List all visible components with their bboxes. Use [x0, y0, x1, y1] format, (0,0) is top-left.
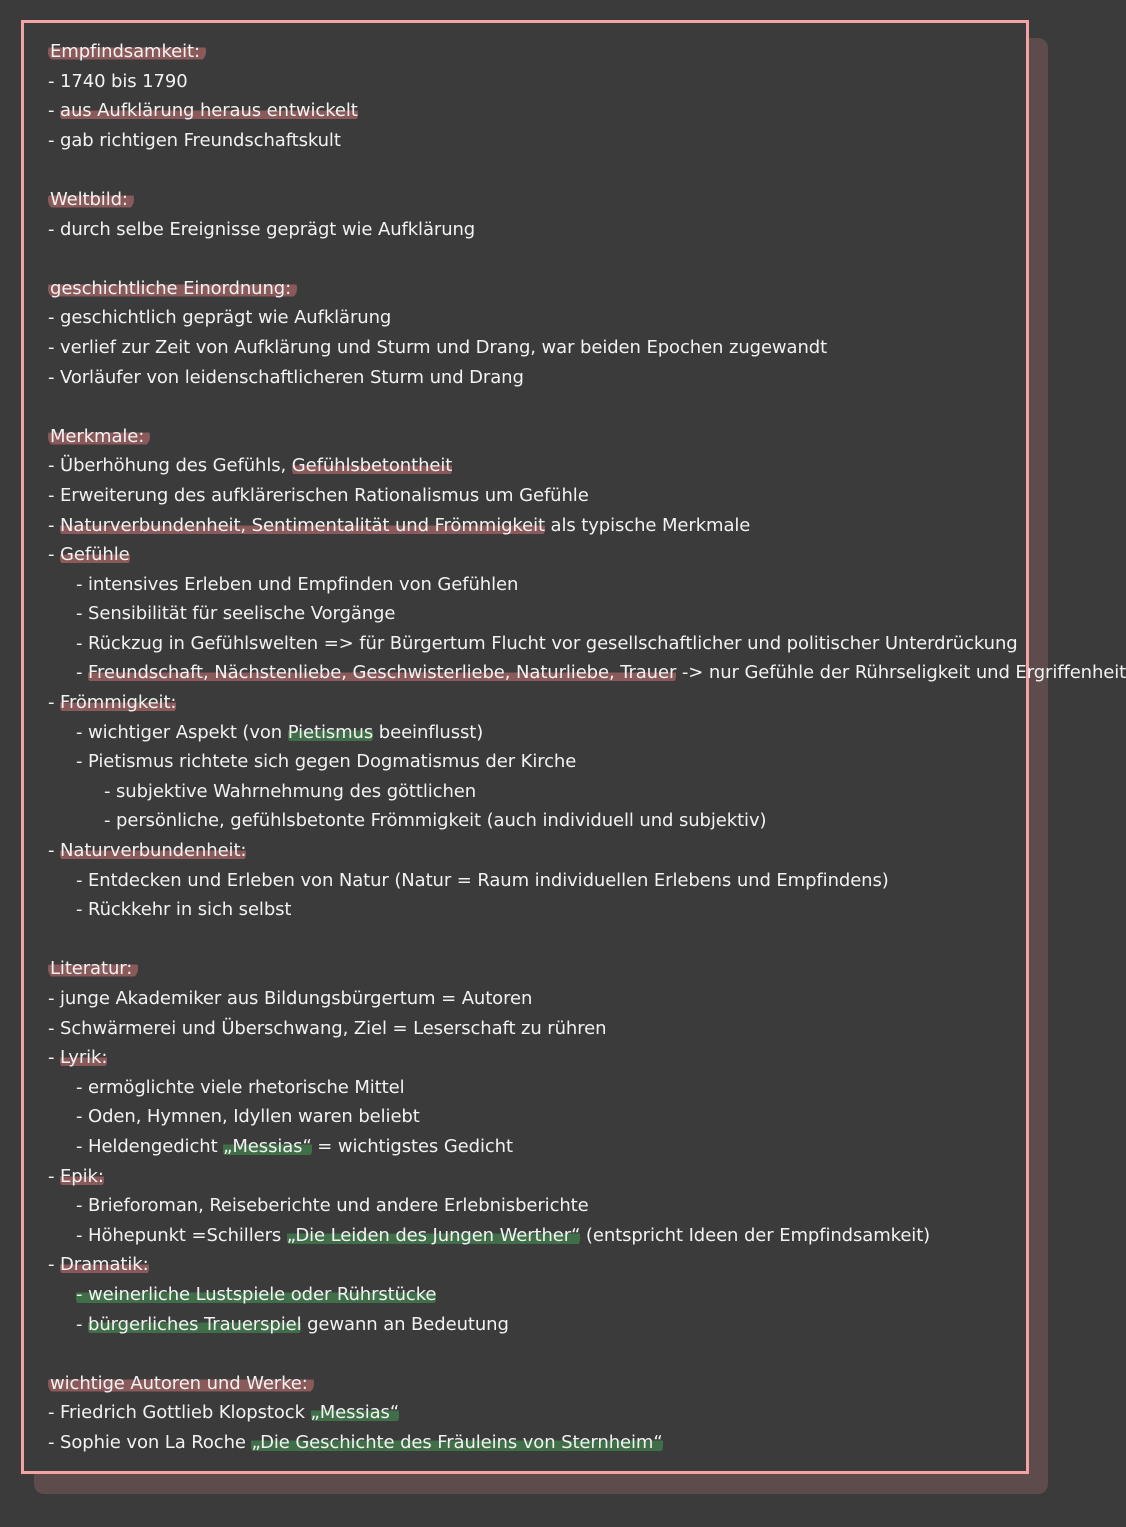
- heading-merkmale: Merkmale:: [48, 422, 1026, 452]
- heading-einordnung: geschichtliche Einordnung:: [48, 274, 1026, 304]
- list-item: - 1740 bis 1790: [48, 70, 188, 92]
- list-item: - junge Akademiker aus Bildungsbürgertum = Autoren: [48, 988, 533, 1009]
- list-item: - geschichtlich geprägt wie Aufklärung: [48, 307, 392, 329]
- note-card: [21, 20, 1126, 1474]
- list-item: - Friedrich Gottlieb Klopstock „Messias“: [48, 1402, 400, 1424]
- subheading-dramatik: - Dramatik:: [48, 1254, 149, 1276]
- list-item: - Freundschaft, Nächstenliebe, Geschwisterliebe, Naturliebe, Trauer -> nur Gefühle der Rührseligkeit und Ergriffenheit: [76, 662, 1126, 684]
- list-item: - Brieforoman, Reiseberichte und andere Erlebnisberichte: [76, 1195, 589, 1217]
- list-item: - weinerliche Lustspiele oder Rührstücke: [76, 1283, 437, 1305]
- list-item: - Entdecken und Erleben von Natur (Natur = Raum individuellen Erlebens und Empfindens): [76, 869, 889, 891]
- list-item: - Heldengedicht „Messias“ = wichtigstes Gedicht: [76, 1135, 513, 1157]
- list-item: - aus Aufklärung heraus entwickelt: [48, 100, 358, 122]
- list-item: - Pietismus richtete sich gegen Dogmatismus der Kirche: [76, 751, 577, 773]
- list-item: - Oden, Hymnen, Idyllen waren beliebt: [76, 1106, 420, 1128]
- list-item: - Naturverbundenheit, Sentimentalität und Frömmigkeit als typische Merkmale: [48, 514, 751, 536]
- list-item: - Rückkehr in sich selbst: [76, 899, 292, 921]
- list-item: - verlief zur Zeit von Aufklärung und Sturm und Drang, war beiden Epochen zugewandt: [48, 336, 828, 358]
- list-item: - gab richtigen Freundschaftskult: [48, 129, 341, 151]
- list-item: - subjektive Wahrnehmung des göttlichen: [104, 780, 477, 802]
- list-item: - Rückzug in Gefühlswelten => für Bürgertum Flucht vor gesellschaftlicher und politischer Unterdrückung: [76, 632, 1018, 654]
- list-item: - Erweiterung des aufklärerischen Rationalismus um Gefühle: [48, 484, 589, 506]
- list-item: - ermöglichte viele rhetorische Mittel: [76, 1076, 405, 1098]
- list-item: - intensives Erleben und Empfinden von Gefühlen: [76, 573, 519, 595]
- list-item: - Schwärmerei und Überschwang, Ziel = Leserschaft zu rühren: [48, 1017, 607, 1039]
- list-item: - persönliche, gefühlsbetonte Frömmigkeit (auch individuell und subjektiv): [104, 810, 767, 832]
- subheading-natur: - Naturverbundenheit:: [48, 840, 247, 862]
- note-content: [48, 37, 1126, 1458]
- list-item: - Sensibilität für seelische Vorgänge: [76, 603, 396, 625]
- list-item: - Überhöhung des Gefühls, Gefühlsbetontheit: [48, 455, 453, 477]
- heading-empfindsamkeit: Empfindsamkeit:: [48, 37, 1026, 67]
- list-item: - Sophie von La Roche „Die Geschichte des Fräuleins von Sternheim“: [48, 1431, 663, 1453]
- subheading-epik: - Epik:: [48, 1165, 104, 1187]
- heading-autoren: wichtige Autoren und Werke:: [48, 1369, 1026, 1399]
- subheading-lyrik: - Lyrik:: [48, 1047, 108, 1069]
- list-item: - Höhepunkt =Schillers „Die Leiden des Jungen Werther“ (entspricht Ideen der Empfindsamkeit): [76, 1224, 931, 1246]
- heading-literatur: Literatur:: [48, 954, 1026, 984]
- heading-weltbild: Weltbild:: [48, 185, 1026, 215]
- list-item: - bürgerliches Trauerspiel gewann an Bedeutung: [76, 1313, 509, 1335]
- list-item: - Vorläufer von leidenschaftlicheren Sturm und Drang: [48, 366, 524, 388]
- subheading-froemmigkeit: - Frömmigkeit:: [48, 692, 177, 714]
- list-item: - durch selbe Ereignisse geprägt wie Aufklärung: [48, 218, 476, 240]
- list-item: - wichtiger Aspekt (von Pietismus beeinflusst): [76, 721, 484, 743]
- subheading-gefuehle: - Gefühle: [48, 544, 130, 566]
